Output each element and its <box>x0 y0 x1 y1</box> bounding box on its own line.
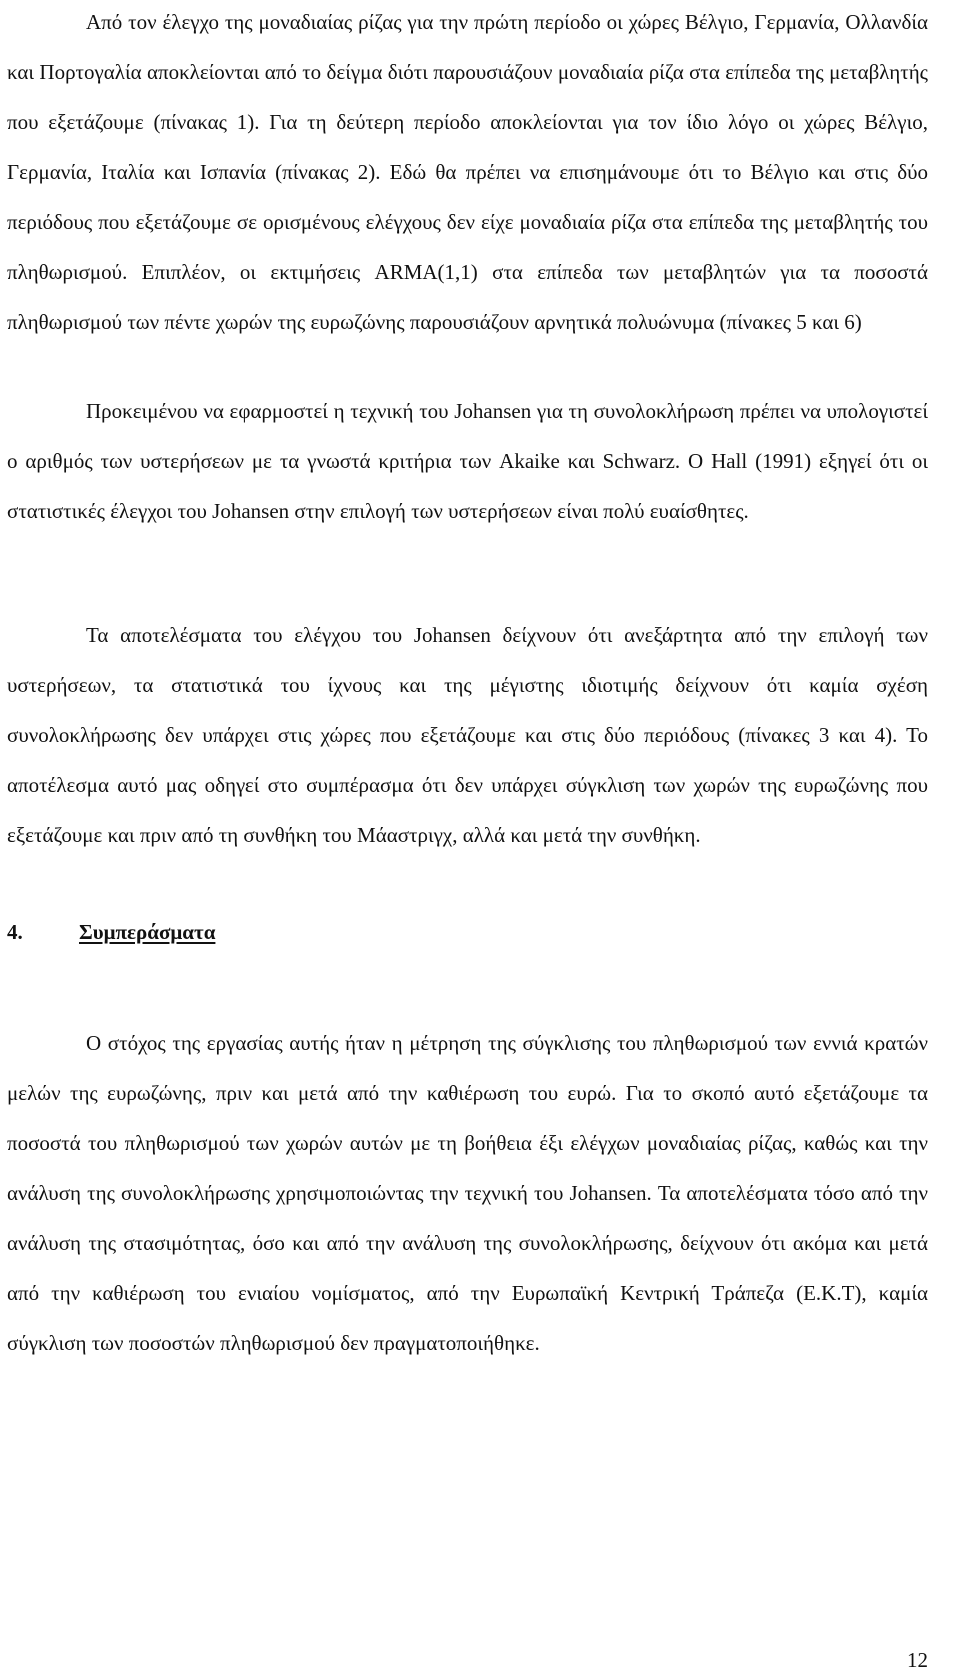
paragraph-lag-selection: Προκειμένου να εφαρμοστεί η τεχνική του Johansen για τη συνολοκλήρωση πρέπει να υπολογιστεί ο αριθμός των υστερήσεων με τα γνωστά κριτήρια των Akaike και Schwarz. Ο Hall (1991) εξηγεί ότι οι στατιστικές έλεγχοι του Johansen στην επιλογή των υστερήσεων είναι πολύ ευαίσθητες. <box>7 399 928 523</box>
body-text-block-1 <box>7 0 928 347</box>
paragraph-conclusions: Ο στόχος της εργασίας αυτής ήταν η μέτρηση της σύγκλισης του πληθωρισμού των εννιά κρατών μελών της ευρωζώνης, πριν και μετά από την καθιέρωση του ευρώ. Για το σκοπό αυτό εξετάζουμε τα ποσοστά του πληθωρισμού των χωρών αυτών με τη βοήθεια έξι ελέγχων μοναδιαίας ρίζας, καθώς και την ανάλυση της συνολοκλήρωσης χρησιμοποιώντας την τεχνική του Johansen. Τα αποτελέσματα τόσο από την ανάλυση της στασιμότητας, όσο και από την ανάλυση της συνολοκλήρωσης, δείχνουν ότι ακόμα και μετά από την καθιέρωση του ενιαίου νομίσματος, από την Ευρωπαϊκή Κεντρική Τράπεζα (Ε.Κ.Τ), καμία σύγκλιση των ποσοστών πληθωρισμού δεν πραγματοποιήθηκε. <box>7 1031 928 1355</box>
body-text-block-4 <box>7 1018 928 1368</box>
page-number: 12 <box>907 1648 928 1672</box>
section-number: 4. <box>7 920 23 944</box>
paragraph-unit-root-results: Από τον έλεγχο της μοναδιαίας ρίζας για την πρώτη περίοδο οι χώρες Βέλγιο, Γερμανία, Ολλανδία και Πορτογαλία αποκλείονται από το δείγμα διότι παρουσιάζουν μοναδιαία ρίζα στα επίπεδα της μεταβλητής που εξετάζουμε (πίνακας 1). Για τη δεύτερη περίοδο αποκλείονται για τον ίδιο λόγο οι χώρες Βέλγιο, Γερμανία, Ιταλία και Ισπανία (πίνακας 2). Εδώ θα πρέπει να επισημάνουμε ότι το Βέλγιο και στις δύο περιόδους που εξετάζουμε σε ορισμένους ελέγχους δεν είχε μοναδιαία ρίζα στα επίπεδα της μεταβλητής του πληθωρισμού. Επιπλέον, οι εκτιμήσεις ARMA(1,1) στα επίπεδα των μεταβλητών για τα ποσοστά πληθωρισμού των πέντε χωρών της ευρωζώνης παρουσιάζουν αρνητικά πολυώνυμα (πίνακες 5 και 6) <box>7 10 928 334</box>
section-title: Συμπεράσματα <box>79 920 216 944</box>
section-heading <box>7 912 215 952</box>
body-text-block-2 <box>7 386 928 536</box>
body-text-block-3 <box>7 610 928 860</box>
paragraph-johansen-results: Τα αποτελέσματα του ελέγχου του Johansen δείχνουν ότι ανεξάρτητα από την επιλογή των υστερήσεων, τα στατιστικά του ίχνους και της μέγιστης ιδιοτιμής δείχνουν ότι καμία σχέση συνολοκλήρωσης δεν υπάρχει στις χώρες που εξετάζουμε και στις δύο περιόδους (πίνακες 3 και 4). Το αποτέλεσμα αυτό μας οδηγεί στο συμπέρασμα ότι δεν υπάρχει σύγκλιση των χωρών της ευρωζώνης που εξετάζουμε και πριν από τη συνθήκη του Μάαστριγχ, αλλά και μετά την συνθήκη. <box>7 623 928 847</box>
